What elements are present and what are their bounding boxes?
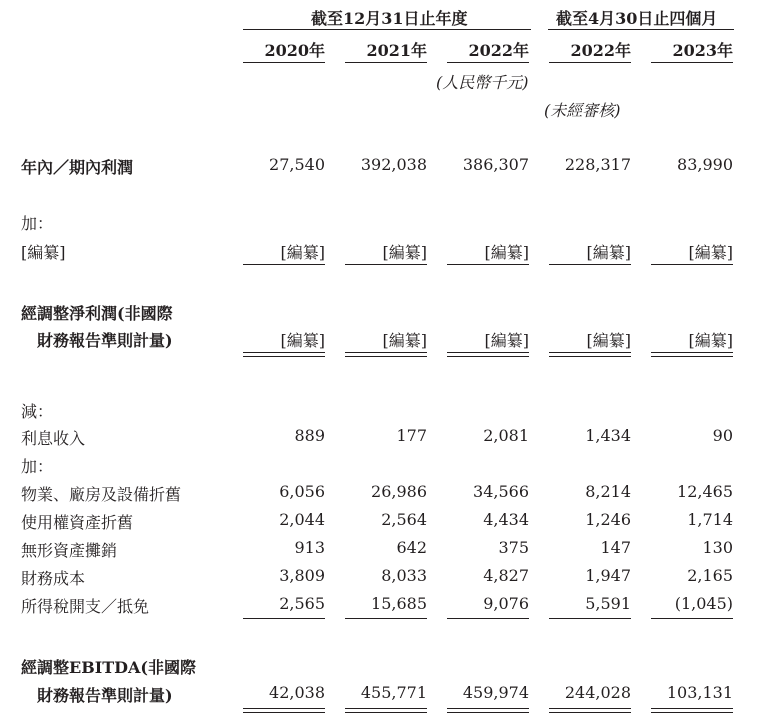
col-underline [243, 62, 325, 63]
cell-tax-2020: 2,565 [279, 594, 325, 613]
unaudited-note: (未經審核) [544, 101, 621, 120]
header-underline-period [548, 29, 734, 30]
total-double-rule [243, 352, 325, 357]
row-label-finance-costs: 財務成本 [21, 569, 86, 588]
cell-interest-2022: 2,081 [483, 426, 529, 445]
row-label-adjusted-net-profit-1: 經調整淨利潤(非國際 [21, 304, 173, 323]
cell-tax-2023-period: (1,045) [674, 594, 733, 613]
subtotal-rule [651, 618, 733, 619]
cell-tax-2022-period: 5,591 [585, 594, 631, 613]
col-header-2020: 2020年 [264, 41, 325, 60]
subtotal-rule [243, 618, 325, 619]
cell-redacted-2021: [編纂] [382, 243, 427, 262]
cell-deprrou-2022-period: 1,246 [585, 510, 631, 529]
cell-redacted-2022: [編纂] [484, 243, 529, 262]
unit-note: (人民幣千元) [436, 73, 529, 92]
row-label-add-2: 加： [21, 457, 54, 476]
cell-redacted-2022-period: [編纂] [586, 243, 631, 262]
subtotal-rule [345, 618, 427, 619]
row-label-income-tax: 所得稅開支／抵免 [21, 597, 150, 616]
cell-adjprofit-2023-period: [編纂] [688, 331, 733, 350]
row-label-adjusted-ebitda-2: 財務報告準則計量) [37, 686, 173, 705]
row-label-redacted: [編纂] [21, 243, 66, 262]
row-label-amortisation: 無形資產攤銷 [21, 541, 118, 560]
cell-deprppe-2023-period: 12,465 [677, 482, 733, 501]
cell-tax-2022: 9,076 [483, 594, 529, 613]
subtotal-rule [549, 264, 631, 265]
row-label-interest-income: 利息收入 [21, 429, 86, 448]
cell-finance-2021: 8,033 [381, 566, 427, 585]
cell-deprrou-2020: 2,044 [279, 510, 325, 529]
col-underline [447, 62, 529, 63]
col-header-2022-period: 2022年 [570, 41, 631, 60]
total-double-rule [549, 708, 631, 713]
subtotal-rule [651, 264, 733, 265]
col-header-2022: 2022年 [468, 41, 529, 60]
col-header-2021: 2021年 [366, 41, 427, 60]
cell-finance-2020: 3,809 [279, 566, 325, 585]
col-underline [345, 62, 427, 63]
cell-amort-2023-period: 130 [702, 538, 733, 557]
cell-deprppe-2022-period: 8,214 [585, 482, 631, 501]
cell-ebitda-2022: 459,974 [462, 683, 529, 702]
cell-deprrou-2022: 4,434 [483, 510, 529, 529]
total-double-rule [243, 708, 325, 713]
cell-ebitda-2020: 42,038 [269, 683, 325, 702]
cell-adjprofit-2020: [編纂] [280, 331, 325, 350]
cell-finance-2022: 4,827 [483, 566, 529, 585]
cell-ebitda-2022-period: 244,028 [564, 683, 631, 702]
total-double-rule [447, 708, 529, 713]
cell-redacted-2020: [編纂] [280, 243, 325, 262]
col-underline [651, 62, 733, 63]
row-label-adjusted-net-profit-2: 財務報告準則計量) [37, 331, 173, 350]
subtotal-rule [345, 264, 427, 265]
total-double-rule [447, 352, 529, 357]
cell-adjprofit-2022-period: [編纂] [586, 331, 631, 350]
cell-deprrou-2023-period: 1,714 [687, 510, 733, 529]
header-underline-year [243, 29, 531, 30]
group-header-year-ended: 截至12月31日止年度 [311, 9, 468, 28]
col-header-2023-period: 2023年 [672, 41, 733, 60]
cell-deprrou-2021: 2,564 [381, 510, 427, 529]
total-double-rule [651, 352, 733, 357]
col-underline [549, 62, 631, 63]
total-double-rule [345, 352, 427, 357]
group-header-four-months: 截至4月30日止四個月 [556, 9, 718, 28]
cell-profit-2023-period: 83,990 [677, 155, 733, 174]
cell-deprppe-2020: 6,056 [279, 482, 325, 501]
cell-profit-2020: 27,540 [269, 155, 325, 174]
cell-finance-2023-period: 2,165 [687, 566, 733, 585]
cell-interest-2023-period: 90 [712, 426, 733, 445]
total-double-rule [345, 708, 427, 713]
cell-adjprofit-2022: [編纂] [484, 331, 529, 350]
cell-amort-2020: 913 [294, 538, 325, 557]
row-label-depreciation-ppe: 物業、廠房及設備折舊 [21, 485, 182, 504]
subtotal-rule [447, 264, 529, 265]
cell-interest-2021: 177 [396, 426, 427, 445]
cell-deprppe-2021: 26,986 [371, 482, 427, 501]
cell-ebitda-2023-period: 103,131 [666, 683, 733, 702]
cell-amort-2022: 375 [498, 538, 529, 557]
cell-interest-2020: 889 [294, 426, 325, 445]
cell-ebitda-2021: 455,771 [360, 683, 427, 702]
row-label-less: 減： [21, 402, 54, 421]
cell-profit-2022-period: 228,317 [564, 155, 631, 174]
row-label-adjusted-ebitda-1: 經調整EBITDA(非國際 [21, 658, 196, 677]
cell-profit-2021: 392,038 [360, 155, 427, 174]
subtotal-rule [549, 618, 631, 619]
cell-interest-2022-period: 1,434 [585, 426, 631, 445]
subtotal-rule [243, 264, 325, 265]
row-label-profit: 年內／期內利潤 [21, 158, 134, 177]
cell-redacted-2023-period: [編纂] [688, 243, 733, 262]
cell-deprppe-2022: 34,566 [473, 482, 529, 501]
cell-amort-2021: 642 [396, 538, 427, 557]
cell-amort-2022-period: 147 [600, 538, 631, 557]
subtotal-rule [447, 618, 529, 619]
cell-tax-2021: 15,685 [371, 594, 427, 613]
row-label-add: 加： [21, 214, 54, 233]
total-double-rule [549, 352, 631, 357]
cell-adjprofit-2021: [編纂] [382, 331, 427, 350]
cell-finance-2022-period: 1,947 [585, 566, 631, 585]
row-label-depreciation-rou: 使用權資產折舊 [21, 513, 134, 532]
total-double-rule [651, 708, 733, 713]
cell-profit-2022: 386,307 [462, 155, 529, 174]
